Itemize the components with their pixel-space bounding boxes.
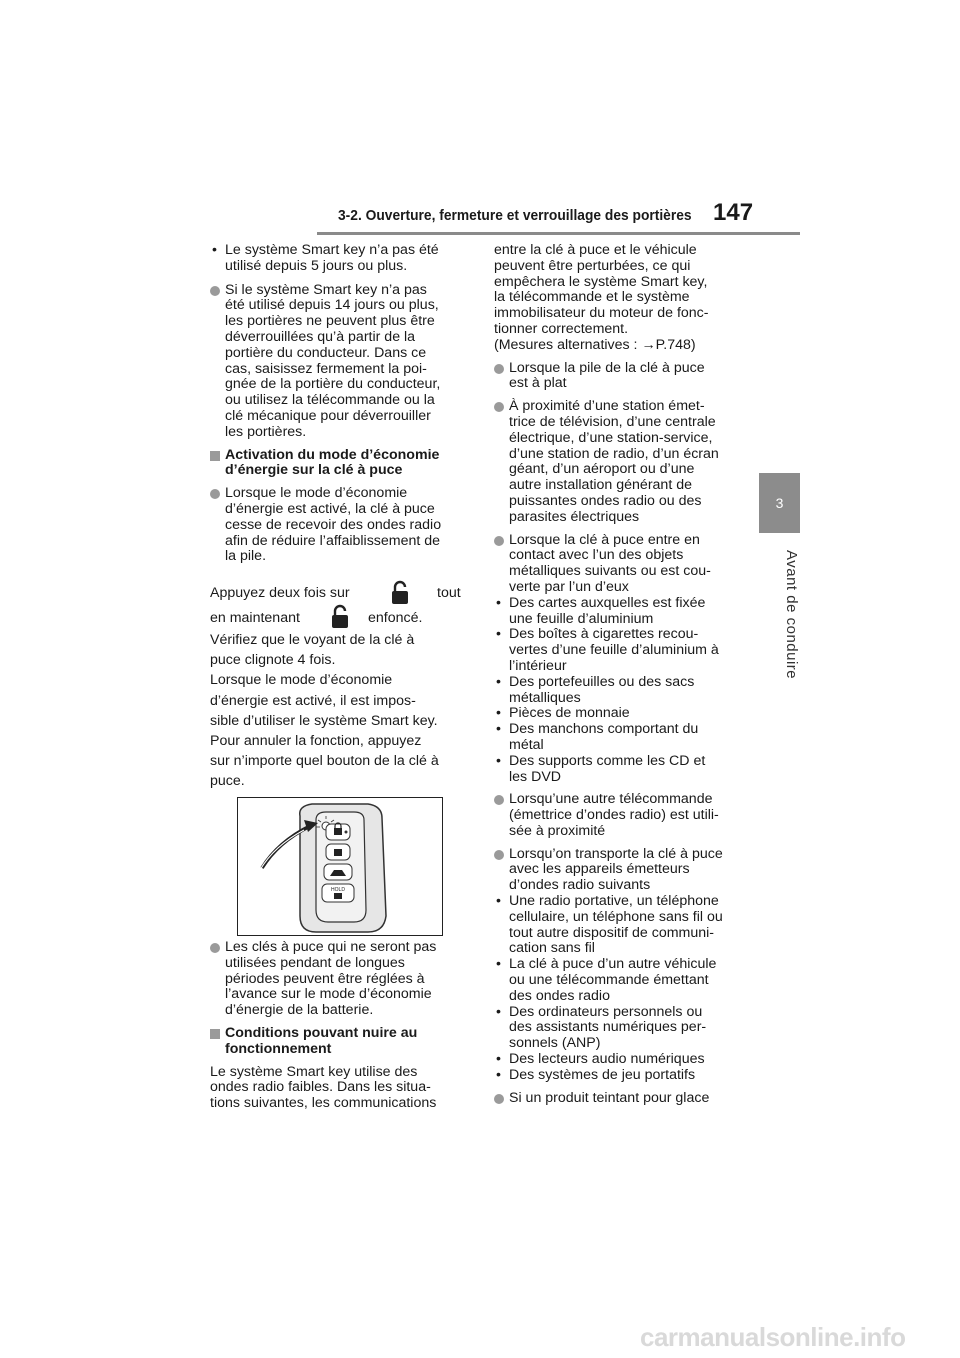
sub-list — [494, 894, 756, 1084]
list-item: • Des boîtes à cigarettes recou- vertes d’une feuille d’aluminium à l’intérieur — [496, 626, 719, 674]
list-item: • Une radio portative, un téléphone cellulaire, un téléphone sans fil ou tout autre dispositif de communi- cation sans fil — [496, 893, 723, 957]
list-item: • Des manchons comportant du métal — [496, 721, 699, 753]
bullet-icon — [210, 489, 220, 499]
list-item: Si le système Smart key n’a pas été utilisé depuis 14 jours ou plus, les portières ne peuvent plus être déverrouillées qu’à partir de la portière du conducteur. Dans ce cas, saisissez fermement la poi- gnée de la portière du conducteur, ou utilisez la télécommande ou la clé mécanique pour déverrouiller les portières. — [210, 283, 468, 441]
smart-key-image — [238, 798, 442, 935]
list-item: Lorsqu’on transporte la clé à puce avec les appareils émetteurs d’ondes radio suivants — [494, 847, 756, 894]
chapter-label: Avant de conduire — [783, 550, 800, 680]
square-bullet-icon — [210, 1029, 220, 1039]
subsection-heading: Activation du mode d’économie d’énergie sur la clé à puce — [210, 448, 468, 480]
chapter-tab[interactable]: 3 — [759, 473, 800, 533]
header-rule — [317, 232, 800, 235]
bullet-icon — [494, 850, 504, 860]
sub-list — [494, 596, 756, 786]
square-bullet-icon — [210, 451, 220, 461]
list-item: Lorsque la pile de la clé à puce est à plat — [494, 361, 756, 393]
list-item: • Des ordinateurs personnels ou des assistants numériques per- sonnels (ANP) — [496, 1003, 707, 1052]
paragraph: Le système Smart key utilise des ondes radio faibles. Dans les situa- tions suivantes, les communications — [210, 1063, 437, 1112]
list-item: • Le système Smart key n’a pas été utilisé depuis 5 jours ou plus. — [212, 242, 439, 274]
list-item: Les clés à puce qui ne seront pas utilisées pendant de longues périodes peuvent être réglées à l’avance sur le mode d’économie d’énergie de la batterie. — [210, 940, 468, 1019]
bullet-icon — [494, 402, 504, 412]
left-column — [210, 243, 468, 572]
list-item: • Des lecteurs audio numériques — [496, 1051, 705, 1068]
list-item: À proximité d’une station émet- trice de télévision, d’une centrale électrique, d’une station-service, d’une station de radio, d’un écran géant, d’un aéroport ou d’une autre installation générant de puissantes ondes radio ou des parasites électriques — [494, 399, 756, 525]
list-item: • Des systèmes de jeu portatifs — [496, 1066, 696, 1083]
bullet-icon — [494, 364, 504, 374]
subsection-heading: Conditions pouvant nuire au fonctionnement — [210, 1026, 468, 1058]
lock-icon — [330, 604, 350, 630]
left-column-bottom — [210, 940, 468, 1112]
bullet-icon — [210, 286, 220, 296]
right-column — [494, 243, 756, 1113]
bullet-icon — [210, 943, 220, 953]
paragraph: entre la clé à puce et le véhicule peuvent être perturbées, ce qui empêchera le système Smart key, la télécommande et le système immobilisateur du moteur de fonc- tionner correctement. (Mesures alternatives : →P.748) — [494, 242, 709, 353]
list-item: Lorsque le mode d’économie d’énergie est activé, la clé à puce cesse de recevoir des ondes radio afin de réduire l’affaiblissement de la pile. — [210, 486, 468, 565]
bullet-icon — [494, 795, 504, 805]
list-item: Lorsqu’une autre télécommande (émettrice d’ondes radio) est utili- sée à proximité — [494, 792, 756, 839]
lock-icon — [390, 580, 410, 606]
list-item: • Des portefeuilles ou des sacs métalliques — [496, 673, 695, 706]
list-item: Lorsque la clé à puce entre en contact avec l’un des objets métalliques suivants ou est cou- verte par l’un d’eux — [494, 533, 756, 596]
instruction-paragraph: Appuyez deux fois sur tout en maintenant enfoncé. Vérifiez que le voyant de la clé à puce clignote 4 fois. Lorsque le mode d’économie d’énergie est activé, il est impos- sible d’utiliser le système Smart key. Pour annuler la fonction, appuyez sur n’importe quel bouton de la clé à puce. — [210, 585, 461, 790]
list-item: Si un produit teintant pour glace — [494, 1091, 756, 1107]
list-item: • Des supports comme les CD et les DVD — [496, 752, 706, 785]
watermark: carmanualsonline.info — [640, 1322, 906, 1352]
bullet-icon — [494, 536, 504, 546]
list-item: • Pièces de monnaie — [496, 705, 630, 722]
section-title: 3-2. Ouverture, fermeture et verrouillage des portières — [338, 207, 692, 224]
smart-key-illustration — [237, 797, 443, 936]
svg-text:HOLD: HOLD — [331, 887, 345, 893]
list-item: • La clé à puce d’un autre véhicule ou une télécommande émettant des ondes radio — [496, 956, 717, 1004]
bullet-icon — [494, 1094, 504, 1104]
list-item: • Des cartes auxquelles est fixée une feuille d’aluminium — [496, 594, 706, 627]
page-number: 147 — [713, 199, 754, 226]
